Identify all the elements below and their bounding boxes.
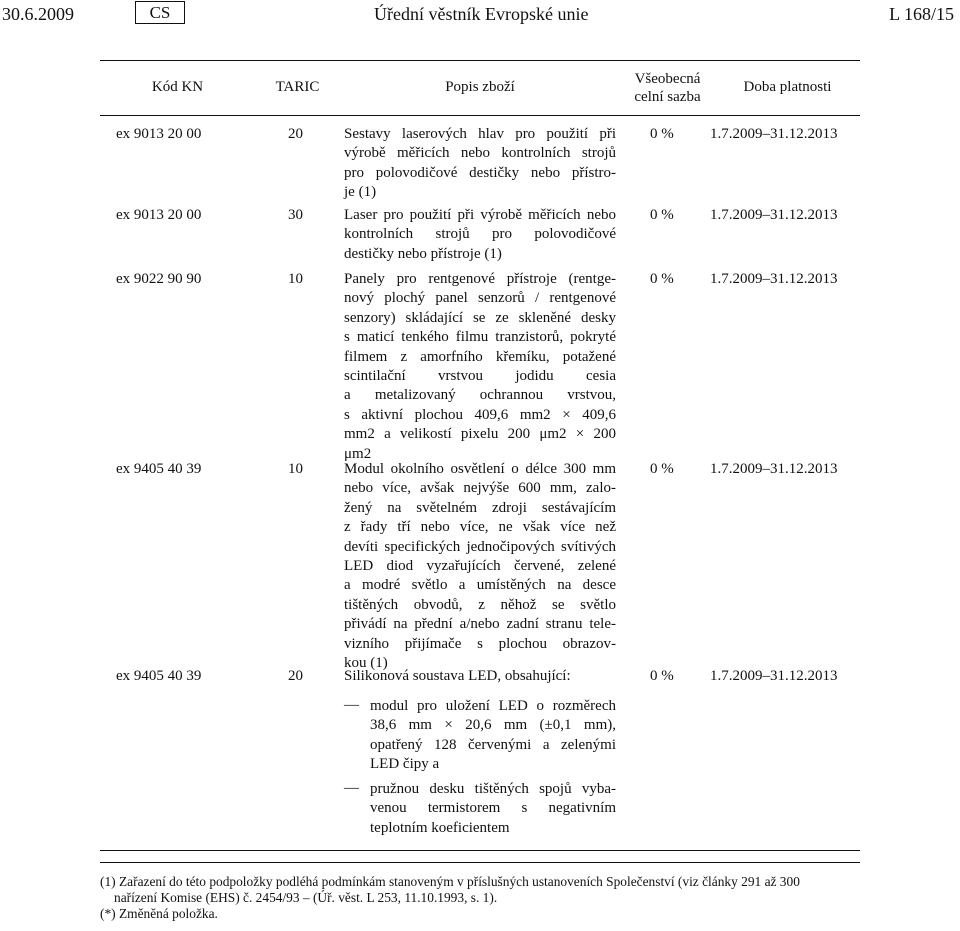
row1-taric: 20 — [288, 126, 303, 142]
row3-desc-line: a metalizovaný ochrannou vrstvou, — [344, 387, 616, 404]
row3-description — [344, 270, 616, 464]
row4-desc-line: nebo více, avšak nejvýše 600 mm, zalo- — [344, 480, 616, 497]
row4-description — [344, 460, 616, 673]
row5-bullet1-dash: — — [344, 697, 359, 713]
row3-desc-line: senzory) skládající se ze skleněné desky — [344, 309, 616, 326]
row2-duty: 0 % — [650, 207, 674, 223]
row3-desc-line: μm2 — [344, 445, 372, 462]
row1-description — [344, 125, 616, 203]
row1-duty: 0 % — [650, 126, 674, 142]
col-header-duty-line2: celní sazba — [634, 89, 701, 105]
row2-kn: ex 9013 20 00 — [116, 207, 202, 223]
row5-bullet2-dash: — — [344, 780, 359, 796]
row3-desc-line: s aktivní plochou 409,6 mm2 × 409,6 — [344, 406, 616, 423]
row4-desc-line: kou (1) — [344, 654, 388, 671]
row4-desc-line: a modré světlo a umístěných na desce — [344, 577, 616, 594]
row1-desc-line: výrobě měřicích nebo kontrolních strojů — [344, 145, 616, 162]
footnote-1-continuation: nařízení Komise (EHS) č. 2454/93 – (Úř. věst. L 253, 11.10.1993, s. 1). — [114, 890, 498, 905]
col-header-duty — [620, 70, 715, 106]
row2-desc-line: Laser pro použití při výrobě měřicích nebo — [344, 207, 616, 223]
row3-kn: ex 9022 90 90 — [116, 271, 202, 287]
row3-desc-line: mm2 a velikostí pixelu 200 μm2 × 200 — [344, 426, 616, 443]
row3-desc-line: nový plochý panel senzorů / rentgenové — [344, 290, 616, 307]
row2-desc-line: destičky nebo přístroje (1) — [344, 245, 502, 262]
table-bottom-rule — [100, 850, 860, 851]
footnote-1-text: Zařazení do této podpoložky podléhá podmínkám stanoveným v příslušných ustanoveních Společenství (viz články 291 až 300 — [118, 874, 800, 889]
row1-kn: ex 9013 20 00 — [116, 126, 202, 142]
table-top-rule — [100, 60, 860, 61]
col-header-taric: TARIC — [275, 79, 320, 95]
row4-duty: 0 % — [650, 461, 674, 477]
row3-desc-line: Panely pro rentgenové přístroje (rentge- — [344, 271, 616, 287]
row3-desc-line: s maticí tenkého filmu tranzistorů, pokryté — [344, 329, 616, 346]
row4-validity: 1.7.2009–31.12.2013 — [710, 461, 838, 477]
col-header-validity: Doba platnosti — [743, 79, 832, 95]
page-reference: L 168/15 — [889, 4, 954, 24]
footnote-2-text: Změněná položka. — [118, 906, 218, 921]
row5-validity: 1.7.2009–31.12.2013 — [710, 668, 838, 684]
row4-desc-line: devíti specifických jednočipových svítivých — [344, 538, 616, 555]
row2-description — [344, 206, 616, 264]
col-header-description: Popis zboží — [445, 79, 515, 95]
row5-description-intro: Silikonová soustava LED, obsahující: — [344, 668, 571, 684]
row4-desc-line: tištěných obvodů, z něhož se světlo — [344, 596, 616, 613]
row1-desc-line: pro polovodičové destičky nebo přístro- — [344, 164, 616, 181]
row4-desc-line: přivádí na přední a/nebo zadní stranu tele- — [344, 616, 616, 633]
col-header-kn: Kód KN — [151, 79, 204, 95]
row5-bullet1-line: opatřený 128 červenými a zelenými — [370, 736, 616, 753]
footnote-rule — [100, 862, 860, 863]
row4-desc-line: Modul okolního osvětlení o délce 300 mm — [344, 461, 616, 477]
row3-duty: 0 % — [650, 271, 674, 287]
journal-title: Úřední věstník Evropské unie — [374, 4, 589, 24]
language-badge: CS — [135, 1, 185, 24]
footnote-2 — [100, 906, 860, 922]
row2-taric: 30 — [288, 207, 303, 223]
row1-desc-line: Sestavy laserových hlav pro použití při — [344, 126, 616, 142]
row5-bullet2 — [370, 780, 616, 838]
row3-desc-line: filmem z amorfního křemíku, potažené — [344, 348, 616, 365]
row3-desc-line: scintilační vrstvou jodidu cesia — [344, 367, 616, 384]
row5-bullet1-line: modul pro uložení LED o rozměrech — [370, 698, 616, 714]
row3-taric: 10 — [288, 271, 303, 287]
footnote-1 — [100, 874, 860, 890]
row5-bullet2-line: venou termistorem s negativním — [370, 800, 616, 817]
row4-taric: 10 — [288, 461, 303, 477]
row5-bullet1 — [370, 697, 616, 775]
row2-validity: 1.7.2009–31.12.2013 — [710, 207, 838, 223]
row4-desc-line: vizního přijímače s plochou obrazov- — [344, 635, 616, 652]
footnote-2-mark: (*) — [100, 906, 116, 921]
row5-taric: 20 — [288, 668, 303, 684]
row2-desc-line: kontrolních strojů pro polovodičové — [344, 226, 616, 243]
table-header-rule — [100, 115, 860, 116]
row4-desc-line: žený na světelném zdroji sestávajícím — [344, 499, 616, 516]
row4-desc-line: z řady tří nebo více, ne však více než — [344, 519, 616, 536]
row1-desc-line: je (1) — [344, 184, 377, 201]
header-date: 30.6.2009 — [2, 4, 74, 24]
row5-bullet1-line: LED čipy a — [370, 756, 440, 773]
row5-bullet2-line: teplotním koeficientem — [370, 819, 510, 836]
row5-kn: ex 9405 40 39 — [116, 668, 202, 684]
row5-duty: 0 % — [650, 668, 674, 684]
row5-bullet1-line: 38,6 mm × 20,6 mm (±0,1 mm), — [370, 717, 616, 734]
row5-bullet2-line: pružnou desku tištěných spojů vyba- — [370, 781, 616, 797]
footnote-1-mark: (1) — [100, 874, 116, 889]
row4-desc-line: LED diod vyzařujících červené, zelené — [344, 557, 616, 574]
row1-validity: 1.7.2009–31.12.2013 — [710, 126, 838, 142]
row3-validity: 1.7.2009–31.12.2013 — [710, 271, 838, 287]
col-header-duty-line1: Všeobecná — [634, 71, 701, 87]
row4-kn: ex 9405 40 39 — [116, 461, 202, 477]
